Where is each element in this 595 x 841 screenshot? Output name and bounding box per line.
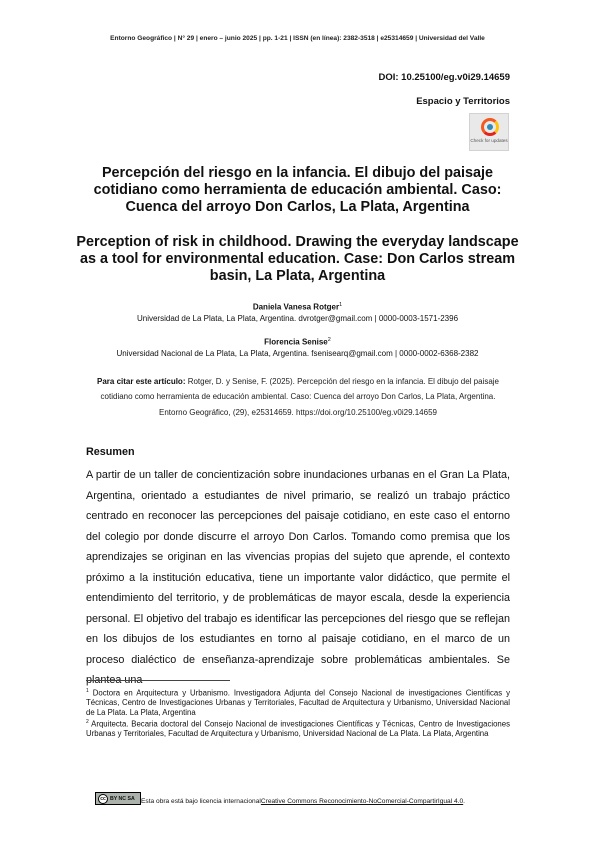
running-head: Entorno Geográfico | N° 29 | enero – junio 2025 | pp. 1-21 | ISSN (en línea): 2382-3518 | e25314659 | Universidad del Valle	[110, 35, 485, 42]
abstract-heading: Resumen	[86, 446, 135, 458]
section-label: Espacio y Territorios	[416, 96, 510, 107]
footnote-text: Doctora en Arquitectura y Urbanismo. Investigadora Adjunta del Consejo Nacional de investigaciones Científicas y Técnicas, Centro de Investigaciones Urbanas y Territoriales, Facultad de Arquitectura y Urbanismo, Universidad Nacional de La Plata. La Plata, Argentina	[86, 688, 510, 717]
license-line	[95, 792, 465, 805]
cc-license-badge[interactable]	[95, 792, 141, 805]
footnote-divider	[86, 680, 230, 681]
abstract-text: A partir de un taller de concientización sobre inundaciones urbanas en el Gran La Plata, Argentina, orientado a estudiantes de nivel primario, se realizó un trabajo práctico centrado en reconocer las percepciones del paisaje cotidiano, en este caso el entorno del colegio por donde discurre el arroyo Don Carlos. Tomando como premisa que los aprendizajes se originan en las vivencias propias del sujeto que aprende, el contexto próximo a la institución educativa, tiene un importante valor didáctico, que permite el entendimiento del territorio, y de problemáticas de mayor escala, desde la experiencia personal. El objetivo del trabajo es identificar las percepciones del riesgo que se reflejan en los dibujos de los estudiantes en torno al paisaje cotidiano, en el marco de un proceso dialéctico de enseñanza-aprendizaje sobre problemáticas ambientales. Se plantea una	[86, 469, 510, 686]
check-for-updates-badge[interactable]	[469, 113, 509, 151]
cc-icon: cc	[98, 794, 108, 804]
author-1	[40, 300, 555, 325]
author-2	[40, 335, 555, 360]
author-affiliation: Universidad Nacional de La Plata, La Plata, Argentina. fsenisearq@gmail.com | 0000-0002-6368-2382	[116, 348, 479, 358]
author-name: Daniela Vanesa Rotger	[252, 302, 340, 312]
footnote-mark: 1	[86, 688, 89, 694]
citation-label: Para citar este artículo:	[97, 377, 186, 386]
footnote-mark: 2	[86, 719, 89, 726]
author-name: Florencia Senise	[264, 337, 328, 347]
badge-label: Check for updates	[470, 138, 508, 143]
title-english: Perception of risk in childhood. Drawing the everyday landscape as a tool for environmental education. Case: Don Carlos stream basin, La Plata, Argentina	[76, 234, 519, 284]
citation-text: Rotger, D. y Senise, F. (2025). Percepción del riesgo en la infancia. El dibujo del paisaje cotidiano como herramienta de educación ambiental. Caso: Cuenca del arroyo Don Carlos, La Plata, Argentina. Entorno Geográfico, (29), e25314659. https://doi.org/10.25100/eg.v0i29.14659	[100, 377, 499, 417]
license-prefix: Esta obra está bajo licencia internacional	[141, 798, 261, 805]
footnote-1	[86, 687, 510, 717]
citation-block	[88, 374, 508, 420]
license-suffix: .	[463, 798, 466, 805]
author-list	[40, 300, 555, 359]
license-link[interactable]: Creative Commons Reconocimiento-NoComercial-CompartirIgual 4.0	[260, 798, 464, 805]
doi-link[interactable]: DOI: 10.25100/eg.v0i29.14659	[378, 72, 510, 83]
crossmark-icon	[481, 118, 499, 136]
footnotes	[86, 687, 510, 740]
title-spanish: Percepción del riesgo en la infancia. El dibujo del paisaje cotidiano como herramienta de educación ambiental. Caso: Cuenca del arroyo Don Carlos, La Plata, Argentina	[93, 165, 502, 215]
author-affiliation: Universidad de La Plata, La Plata, Argentina. dvrotger@gmail.com | 0000-0003-1571-2396	[136, 314, 459, 324]
footnote-mark[interactable]: 2	[327, 336, 331, 343]
footnote-text: Arquitecta. Becaria doctoral del Consejo Nacional de investigaciones Científicas y Técnicas, Centro de Investigaciones Urbanas y Territoriales, Facultad de Arquitectura y Urbanismo, Universidad Nacional de La Plata. La Plata, Argentina	[86, 719, 510, 739]
footnote-mark[interactable]: 1	[339, 302, 343, 308]
footnote-2	[86, 718, 510, 739]
cc-badge-label: BY NC SA	[110, 795, 135, 802]
